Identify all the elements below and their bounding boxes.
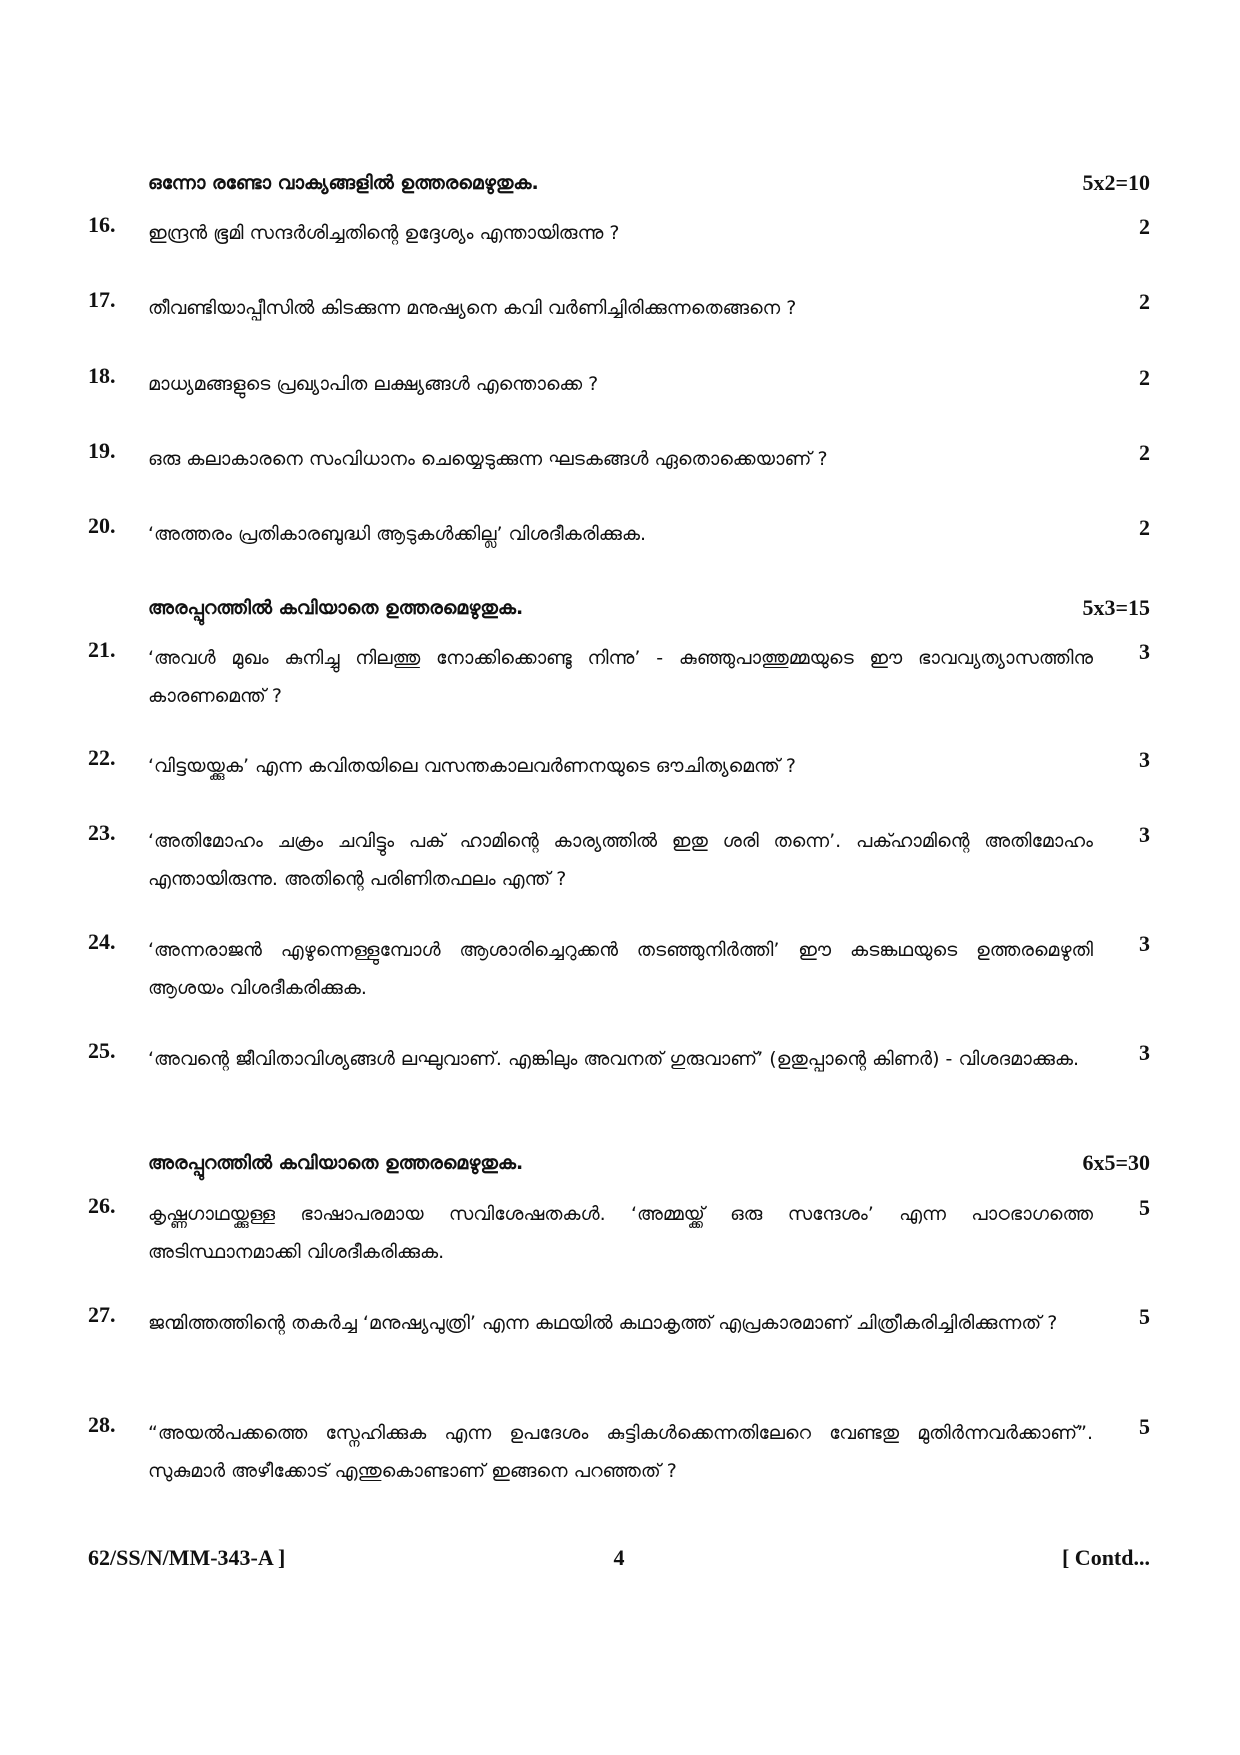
question-text: ഒരു കലാകാരനെ സംവിധാനം ചെയ്യെടുക്കുന്ന ഘടകങ്ങൾ ഏതൊക്കെയാണ് ? xyxy=(148,448,828,470)
question-number: 22. xyxy=(88,745,116,770)
question-mark: 3 xyxy=(1139,931,1150,956)
section-header-1 xyxy=(148,172,1150,212)
question-mark: 3 xyxy=(1139,639,1150,664)
question-text: ‘അത്തരം പ്രതികാരബുദ്ധി ആടുകൾക്കില്ല’ വിശദീകരിക്കുക. xyxy=(148,523,647,545)
section-title: അരപ്പുറത്തിൽ കവിയാതെ ഉത്തരമെഴുതുക. xyxy=(148,597,524,619)
page-number: 4 xyxy=(613,1545,625,1570)
section-header-3 xyxy=(148,1152,1150,1192)
question-number: 21. xyxy=(88,637,116,662)
question-number: 16. xyxy=(88,212,116,237)
question-mark: 2 xyxy=(1139,515,1150,540)
question-text: “അയൽപക്കത്തെ സ്നേഹിക്കുക എന്ന ഉപദേശം കുട്ടികൾക്കെന്നതിലേറെ വേണ്ടതു മുതിർന്നവർക്കാണ്”. സുകുമാർ അഴീക്കോട് എന്തുകൊണ്ടാണ് ഇങ്ങനെ പറഞ്ഞത് ? xyxy=(148,1422,1093,1482)
question-mark: 5 xyxy=(1139,1414,1150,1439)
question-number: 18. xyxy=(88,363,116,388)
question-text: കൃഷ്ണഗാഥയ്ക്കുള്ള ഭാഷാപരമായ സവിശേഷതകൾ. ‘അമ്മയ്ക്ക് ഒരു സന്ദേശം’ എന്ന പാഠഭാഗത്തെ അടിസ്ഥാനമാക്കി വിശദീകരിക്കുക. xyxy=(148,1203,1093,1263)
question-number: 27. xyxy=(88,1302,116,1327)
section-header-2 xyxy=(148,597,1150,637)
question-number: 23. xyxy=(88,820,116,845)
question-text: ‘വിട്ടയയ്ക്കുക’ എന്ന കവിതയിലെ വസന്തകാലവർണനയുടെ ഔചിത്യമെന്ത് ? xyxy=(148,755,796,777)
question-number: 25. xyxy=(88,1038,116,1063)
question-text: ‘അവൾ മുഖം കുനിച്ചു നിലത്തു നോക്കിക്കൊണ്ടു നിന്നു’ - കുഞ്ഞുപാത്തുമ്മയുടെ ഈ ഭാവവ്യത്യാസത്തിനു കാരണമെന്ത് ? xyxy=(148,647,1093,707)
page-footer xyxy=(88,1545,1150,1585)
question-number: 24. xyxy=(88,929,116,954)
section-marks: 5x2=10 xyxy=(1082,170,1150,195)
question-text: തീവണ്ടിയാപ്പീസിൽ കിടക്കുന്ന മനുഷ്യനെ കവി വർണിച്ചിരിക്കുന്നതെങ്ങനെ ? xyxy=(148,297,797,319)
question-mark: 2 xyxy=(1139,289,1150,314)
question-mark: 3 xyxy=(1139,747,1150,772)
question-text: ‘അതിമോഹം ചക്രം ചവിട്ടും പക് ഹാമിന്റെ കാര്യത്തിൽ ഇതു ശരി തന്നെ’. പക്ഹാമിന്റെ അതിമോഹം എന്തായിരുന്നു. അതിന്റെ പരിണിതഫലം എന്ത് ? xyxy=(148,830,1093,890)
question-number: 20. xyxy=(88,513,116,538)
question-number: 19. xyxy=(88,438,116,463)
question-text: ഇന്ദ്രൻ ഭൂമി സന്ദർശിച്ചതിന്റെ ഉദ്ദേശ്യം എന്തായിരുന്നു ? xyxy=(148,222,620,244)
question-text: മാധ്യമങ്ങളുടെ പ്രഖ്യാപിത ലക്ഷ്യങ്ങൾ എന്തൊക്കെ ? xyxy=(148,373,599,395)
continued-label: [ Contd... xyxy=(1061,1545,1150,1570)
question-text: ജന്മിത്തത്തിന്റെ തകർച്ച ‘മനുഷ്യപുത്രി’ എന്ന കഥയിൽ കഥാകൃത്ത് എപ്രകാരമാണ് ചിത്രീകരിച്ചിരിക്കുന്നത് ? xyxy=(148,1312,1058,1334)
paper-code: 62/SS/N/MM-343-A ] xyxy=(88,1545,286,1570)
question-mark: 5 xyxy=(1139,1304,1150,1329)
section-marks: 5x3=15 xyxy=(1082,595,1150,620)
question-mark: 2 xyxy=(1139,365,1150,390)
question-mark: 3 xyxy=(1139,1040,1150,1065)
question-text: ‘അവന്റെ ജീവിതാവിശ്യങ്ങൾ ലഘുവാണ്. എങ്കിലും അവനത് ഗുരുവാണ്’ (ഉതുപ്പാന്റെ കിണർ) - വിശദമാക്കുക. xyxy=(148,1048,1080,1070)
question-mark: 2 xyxy=(1139,214,1150,239)
question-number: 17. xyxy=(88,287,116,312)
question-mark: 3 xyxy=(1139,822,1150,847)
question-text: ‘അന്നരാജൻ എഴുന്നെള്ളുമ്പോൾ ആശാരിച്ചെറുക്കൻ തടഞ്ഞുനിർത്തി’ ഈ കടങ്കഥയുടെ ഉത്തരമെഴുതി ആശയം വിശദീകരിക്കുക. xyxy=(148,939,1093,999)
section-marks: 6x5=30 xyxy=(1082,1150,1150,1175)
question-number: 26. xyxy=(88,1193,116,1218)
section-title: അരപ്പുറത്തിൽ കവിയാതെ ഉത്തരമെഴുതുക. xyxy=(148,1152,524,1174)
question-mark: 2 xyxy=(1139,440,1150,465)
question-number: 28. xyxy=(88,1412,116,1437)
section-title: ഒന്നോ രണ്ടോ വാക്യങ്ങളിൽ ഉത്തരമെഴുതുക. xyxy=(148,172,539,194)
question-mark: 5 xyxy=(1139,1195,1150,1220)
